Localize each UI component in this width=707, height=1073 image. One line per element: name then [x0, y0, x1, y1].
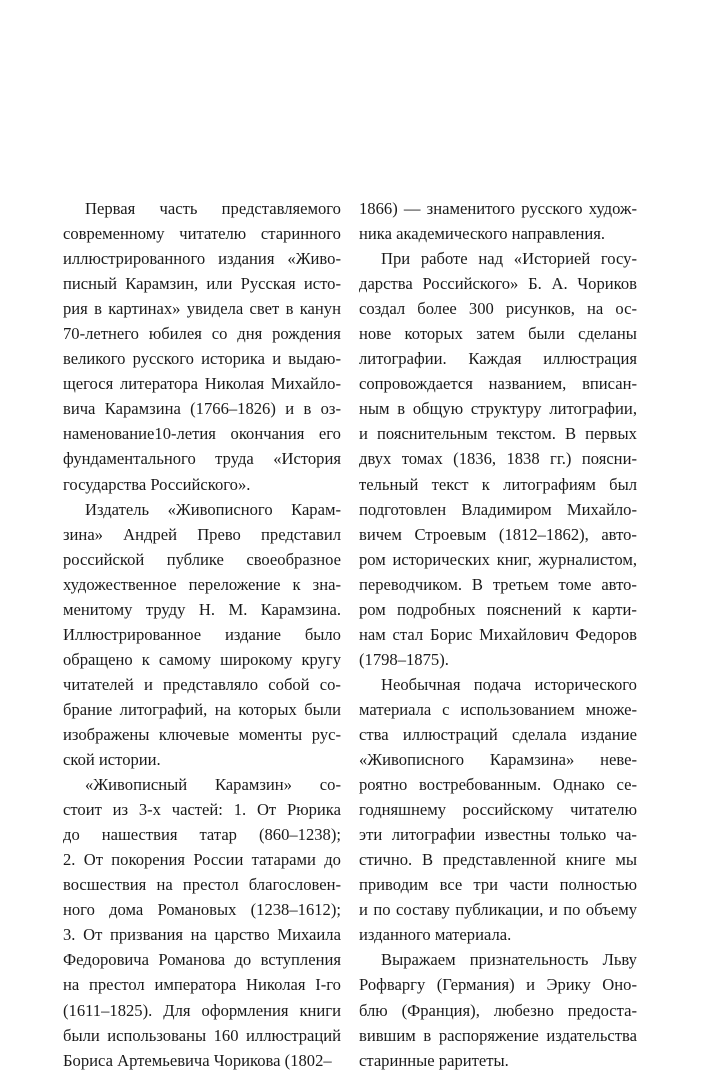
text-line: эти литографии известны только ча- [359, 825, 637, 845]
text-line: вичем Строевым (1812–1862), авто- [359, 524, 637, 544]
right-text-column [359, 196, 637, 1073]
text-line: государства Российского». [63, 474, 251, 494]
paragraph [359, 947, 637, 1072]
paragraph [63, 497, 341, 773]
text-line: щегося литератора Николая Михайло- [63, 374, 341, 394]
text-line: Выражаем признательность Льву [381, 950, 637, 970]
text-line: современному читателю старинного [63, 224, 341, 244]
text-line: блю (Франция), любезно предоста- [359, 1000, 637, 1020]
text-line: вившим в распоряжение издательства [359, 1025, 637, 1045]
text-line: писный Карамзин, или Русская исто- [63, 274, 341, 294]
text-line: 3. От призвания на царство Михаила [63, 925, 341, 945]
text-line: приводим все три части полностью [359, 875, 637, 895]
text-line: ника академического направления. [359, 224, 606, 244]
text-line: Иллюстрированное издание было [63, 624, 341, 644]
text-line: создал более 300 рисунков, на ос- [359, 299, 637, 319]
text-line: рия в картинах» увидела свет в канун [63, 299, 341, 319]
text-line: 70-летнего юбилея со дня рождения [63, 324, 341, 344]
text-line: Бориса Артемьевича Чорикова (1802– [63, 1050, 332, 1070]
text-line: и по составу публикации, и по объему [359, 900, 637, 920]
text-line: великого русского историка и выдаю- [63, 349, 341, 369]
text-line: и пояснительным текстом. В первых [359, 424, 637, 444]
text-line: обращено к самому широкому кругу [63, 649, 341, 669]
text-line: Издатель «Живописного Карам- [85, 499, 341, 519]
text-line: ской истории. [63, 750, 161, 770]
text-line: изображены ключевые моменты рус- [63, 724, 341, 744]
text-line: двух томах (1836, 1838 гг.) поясни- [359, 449, 637, 469]
text-line: Федоровича Романова до вступления [63, 950, 341, 970]
text-line: ром исторических книг, журналистом, [359, 549, 637, 569]
text-line: российской публике своеобразное [63, 549, 341, 569]
text-line: 2. От покорения России татарами до [63, 850, 341, 870]
text-line: ного дома Романовых (1238–1612); [63, 900, 341, 920]
text-line: стично. В представленной книге мы [359, 850, 637, 870]
text-line: были использованы 160 иллюстраций [63, 1025, 341, 1045]
text-line: (1798–1875). [359, 649, 449, 669]
text-line: вича Карамзина (1766–1826) и в оз- [63, 399, 341, 419]
text-line: переводчиком. В третьем томе авто- [359, 574, 637, 594]
text-line: роятно востребованным. Однако се- [359, 775, 637, 795]
text-line: ром подробных пояснений к карти- [359, 599, 637, 619]
text-line: менитому труду Н. М. Карамзина. [63, 599, 341, 619]
text-line: зина» Андрей Прево представил [63, 524, 341, 544]
text-line: ным в общую структуру литографии, [359, 399, 637, 419]
text-line: восшествия на престол благословен- [63, 875, 341, 895]
text-line: «Живописного Карамзина» неве- [359, 750, 637, 770]
text-line: тельный текст к литографиям был [359, 474, 637, 494]
text-line: Первая часть представляемого [85, 199, 341, 218]
text-line: ства иллюстраций сделала издание [359, 724, 637, 744]
left-text-column [63, 196, 341, 1073]
text-line: старинные раритеты. [359, 1050, 509, 1070]
text-line: фундаментального труда «История [63, 449, 341, 469]
text-line: 1866) — знаменитого русского худож- [359, 199, 637, 218]
text-line: нам стал Борис Михайлович Федоров [359, 624, 637, 644]
text-line: читателей и представляло собой со- [63, 674, 341, 694]
text-line: сопровождается названием, вписан- [359, 374, 637, 394]
text-line: стоит из 3-х частей: 1. От Рюрика [63, 800, 341, 820]
paragraph [359, 196, 637, 246]
text-line: годняшнему российскому читателю [359, 800, 637, 820]
two-column-text-body [63, 196, 637, 1073]
paragraph [63, 196, 341, 497]
paragraph [359, 672, 637, 948]
text-line: дарства Российского» Б. А. Чориков [359, 274, 637, 294]
text-line: При работе над «Историей госу- [381, 249, 637, 269]
text-line: изданного материала. [359, 925, 512, 945]
text-line: Необычная подача исторического [381, 674, 637, 694]
text-line: материала с использованием множе- [359, 699, 637, 719]
text-line: иллюстрированного издания «Живо- [63, 249, 341, 269]
text-line: художественное переложение к зна- [63, 574, 341, 594]
text-line: (1611–1825). Для оформления книги [63, 1000, 341, 1020]
text-line: Рофваргу (Германия) и Эрику Оно- [359, 975, 637, 995]
paragraph [359, 246, 637, 672]
text-line: на престол императора Николая I-го [63, 975, 341, 995]
text-line: подготовлен Владимиром Михайло- [359, 499, 637, 519]
text-line: нове которых затем были сделаны [359, 324, 637, 344]
text-line: до нашествия татар (860–1238); [63, 825, 341, 845]
text-line: наменование10-летия окончания его [63, 424, 341, 444]
text-line: «Живописный Карамзин» со- [85, 775, 341, 795]
paragraph [63, 772, 341, 1073]
text-line: литографии. Каждая иллюстрация [359, 349, 637, 369]
text-line: брание литографий, на которых были [63, 699, 341, 719]
